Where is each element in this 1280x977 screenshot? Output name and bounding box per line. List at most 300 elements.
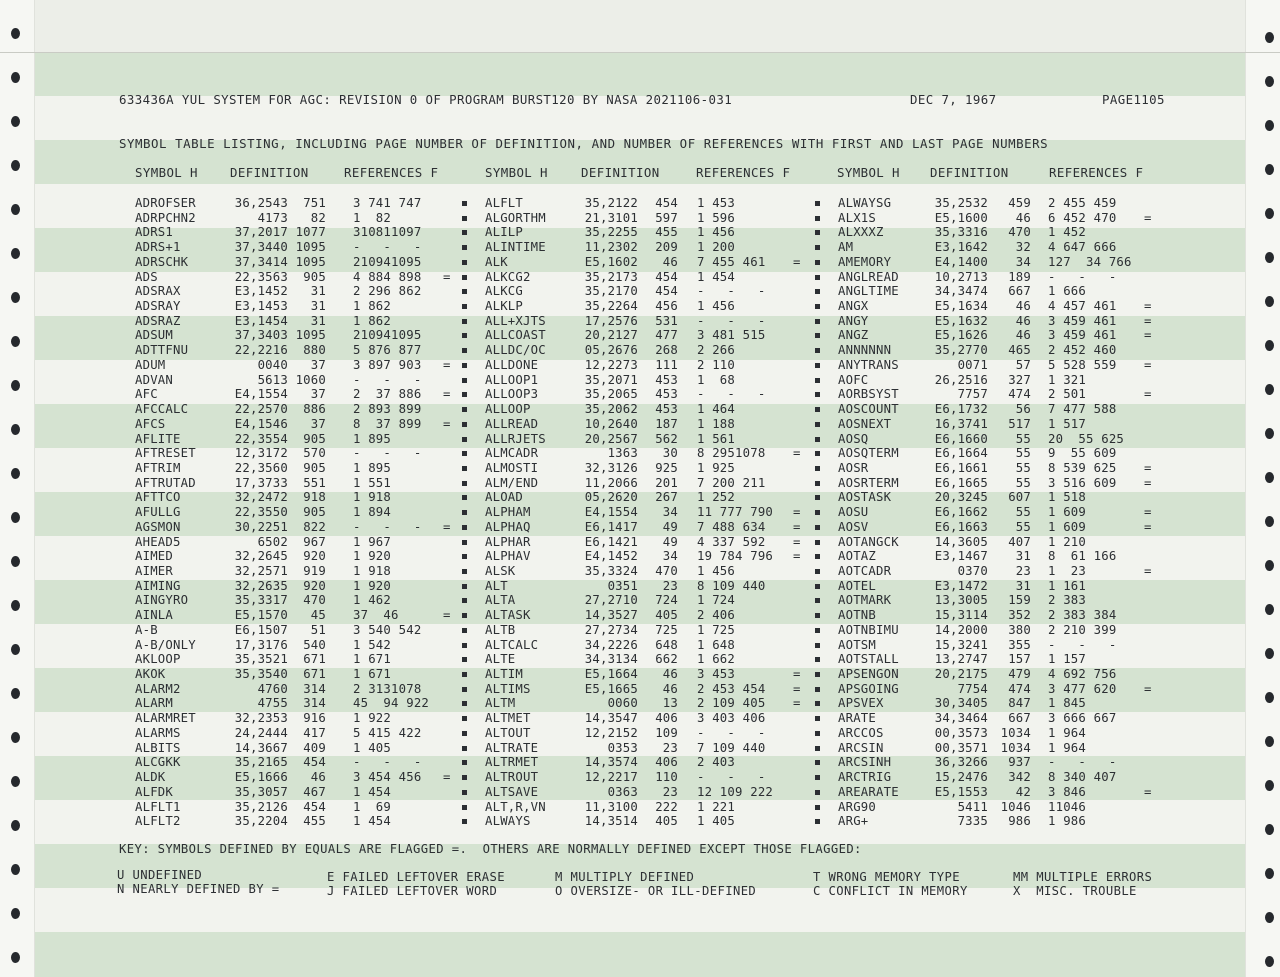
definition-page: 37 bbox=[310, 416, 326, 431]
symbol-name: ALT,R,VN bbox=[485, 799, 546, 814]
definition-page: 454 bbox=[303, 799, 326, 814]
definition-page: 42 bbox=[1015, 784, 1031, 799]
symbol-name: ALWAYSG bbox=[838, 196, 892, 210]
symbol-name: ALLDONE bbox=[485, 357, 539, 372]
green-bar bbox=[34, 52, 1246, 96]
page-number: PAGE1105 bbox=[1102, 92, 1165, 107]
definition-page: 467 bbox=[303, 784, 326, 799]
definition-location: 17,3733 bbox=[234, 475, 288, 490]
sprocket-hole bbox=[11, 28, 20, 39]
symbol-name: ARCCOS bbox=[838, 725, 884, 740]
definition-page: 314 bbox=[303, 681, 326, 696]
equals-flag: = bbox=[793, 519, 801, 534]
reference-info: 1 82 bbox=[353, 210, 392, 225]
definition-page: 925 bbox=[655, 460, 678, 475]
definition-location: 20,2175 bbox=[934, 667, 988, 682]
symbol-name: ALXXXZ bbox=[838, 225, 884, 240]
table-row bbox=[0, 726, 1280, 741]
definition-location: 30,3405 bbox=[934, 696, 988, 711]
definition-location: 36,3266 bbox=[934, 755, 988, 770]
symbol-name: ALTSAVE bbox=[485, 784, 539, 799]
reference-info: 210941095 bbox=[353, 254, 422, 269]
definition-page: 453 bbox=[655, 372, 678, 387]
equals-flag: = bbox=[1144, 328, 1152, 343]
table-row bbox=[0, 461, 1280, 476]
col1-references-header: REFERENCES F bbox=[344, 165, 439, 180]
definition-page: 46 bbox=[1015, 313, 1031, 328]
reference-info: 1 724 bbox=[697, 593, 736, 608]
reference-info: 7 477 588 bbox=[1048, 402, 1117, 417]
table-row bbox=[0, 402, 1280, 417]
symbol-name: ALTMET bbox=[485, 711, 531, 726]
symbol-name: AOTNB bbox=[838, 608, 877, 623]
definition-page: 55 bbox=[1015, 505, 1031, 520]
definition-page: 45 bbox=[310, 608, 326, 623]
symbol-name: ALM/END bbox=[485, 475, 539, 490]
equals-flag: = bbox=[793, 696, 801, 711]
reference-info: 1 596 bbox=[697, 210, 736, 225]
definition-location: E4,1546 bbox=[234, 416, 288, 431]
symbol-name: ADRPCHN2 bbox=[135, 210, 196, 225]
reference-info: 1 662 bbox=[697, 652, 736, 667]
symbol-name: ALLDC/OC bbox=[485, 343, 546, 358]
definition-location: E6,1662 bbox=[934, 505, 988, 520]
definition-page: 751 bbox=[303, 196, 326, 210]
reference-info: 3 453 bbox=[697, 667, 736, 682]
table-row bbox=[0, 696, 1280, 711]
symbol-name: ADSRAZ bbox=[135, 313, 181, 328]
reference-info: 1 456 bbox=[697, 225, 736, 240]
definition-page: 551 bbox=[303, 475, 326, 490]
reference-info: - - - bbox=[353, 372, 422, 387]
symbol-name: ADVAN bbox=[135, 372, 174, 387]
reference-info: 7 200 211 bbox=[697, 475, 766, 490]
equals-flag: = bbox=[443, 519, 451, 534]
table-row bbox=[0, 314, 1280, 329]
symbol-name: ALKCG bbox=[485, 284, 524, 299]
reference-info: 1 920 bbox=[353, 549, 392, 564]
definition-page: 110 bbox=[655, 770, 678, 785]
definition-page: 327 bbox=[1008, 372, 1031, 387]
definition-location: 0353 bbox=[607, 740, 638, 755]
definition-page: 55 bbox=[1015, 460, 1031, 475]
definition-page: 1034 bbox=[1000, 740, 1031, 755]
definition-location: 14,3574 bbox=[584, 755, 638, 770]
symbol-name: ADRS1 bbox=[135, 225, 174, 240]
symbol-name: ALTA bbox=[485, 593, 516, 608]
equals-flag: = bbox=[1144, 784, 1152, 799]
definition-page: 725 bbox=[655, 622, 678, 637]
key-failed-word: J FAILED LEFTOVER WORD bbox=[327, 884, 498, 898]
definition-page: 82 bbox=[310, 210, 326, 225]
definition-page: 189 bbox=[1008, 269, 1031, 284]
symbol-name: AOSU bbox=[838, 505, 869, 520]
symbol-name: ALPHAR bbox=[485, 534, 531, 549]
equals-flag: = bbox=[793, 681, 801, 696]
definition-page: 314 bbox=[303, 696, 326, 711]
definition-page: 31 bbox=[1015, 549, 1031, 564]
table-row bbox=[0, 196, 1280, 211]
definition-page: 905 bbox=[303, 269, 326, 284]
symbol-name: AMEMORY bbox=[838, 254, 892, 269]
definition-location: 12,2273 bbox=[584, 357, 638, 372]
definition-location: 35,3317 bbox=[234, 593, 288, 608]
reference-info: 3 846 bbox=[1048, 784, 1087, 799]
key-multiple-errors: MM MULTIPLE ERRORS bbox=[1013, 870, 1153, 884]
symbol-name: ARG+ bbox=[838, 814, 869, 829]
definition-page: 607 bbox=[1008, 490, 1031, 505]
definition-location: 20,3245 bbox=[934, 490, 988, 505]
reference-info: 8 340 407 bbox=[1048, 770, 1117, 785]
sprocket-hole bbox=[1265, 76, 1274, 87]
symbol-name: ADRSCHK bbox=[135, 254, 189, 269]
reference-info: 1 456 bbox=[697, 564, 736, 578]
definition-location: 00,3571 bbox=[934, 740, 988, 755]
definition-page: 667 bbox=[1008, 284, 1031, 299]
equals-flag: = bbox=[443, 357, 451, 372]
table-row bbox=[0, 417, 1280, 432]
definition-location: 16,3741 bbox=[934, 416, 988, 431]
definition-page: 470 bbox=[1008, 225, 1031, 240]
definition-location: 4173 bbox=[257, 210, 288, 225]
symbol-name: ALT bbox=[485, 578, 508, 593]
definition-location: E5,1570 bbox=[234, 608, 288, 623]
reference-info: 1 964 bbox=[1048, 740, 1087, 755]
definition-location: E4,1452 bbox=[584, 549, 638, 564]
equals-flag: = bbox=[1144, 357, 1152, 372]
equals-flag: = bbox=[443, 608, 451, 623]
symbol-name: AOSRTERM bbox=[838, 475, 899, 490]
symbol-name: ALPHAV bbox=[485, 549, 531, 564]
definition-page: 597 bbox=[655, 210, 678, 225]
reference-info: 7 455 461 bbox=[697, 254, 766, 269]
symbol-name: AOTMARK bbox=[838, 593, 892, 608]
sprocket-hole bbox=[1265, 868, 1274, 879]
symbol-name: ADSRAX bbox=[135, 284, 181, 299]
definition-location: 15,3241 bbox=[934, 637, 988, 652]
definition-page: 455 bbox=[655, 225, 678, 240]
reference-info: 1 68 bbox=[697, 372, 736, 387]
sprocket-hole bbox=[1265, 912, 1274, 923]
definition-location: E3,1467 bbox=[934, 549, 988, 564]
equals-flag: = bbox=[1144, 210, 1152, 225]
reference-info: 1 518 bbox=[1048, 490, 1087, 505]
reference-info: 1 464 bbox=[697, 402, 736, 417]
col3-references-header: REFERENCES F bbox=[1049, 165, 1144, 180]
definition-location: 4760 bbox=[257, 681, 288, 696]
col1-symbol-header: SYMBOL H bbox=[135, 165, 198, 180]
table-row bbox=[0, 741, 1280, 756]
definition-page: 470 bbox=[655, 564, 678, 578]
definition-page: 209 bbox=[655, 240, 678, 255]
reference-info: 2 296 862 bbox=[353, 284, 422, 299]
definition-location: E6,1660 bbox=[934, 431, 988, 446]
definition-page: 46 bbox=[1015, 328, 1031, 343]
definition-location: 35,2255 bbox=[584, 225, 638, 240]
equals-flag: = bbox=[443, 416, 451, 431]
symbol-name: AFCS bbox=[135, 416, 166, 431]
symbol-name: AOTAZ bbox=[838, 549, 877, 564]
definition-location: 22,3560 bbox=[234, 460, 288, 475]
definition-location: 35,2770 bbox=[934, 343, 988, 358]
definition-page: 454 bbox=[655, 196, 678, 210]
reference-info: 1 405 bbox=[697, 814, 736, 829]
symbol-name: ALLOOP1 bbox=[485, 372, 539, 387]
table-row bbox=[0, 240, 1280, 255]
reference-info: 1 671 bbox=[353, 652, 392, 667]
definition-location: 22,3550 bbox=[234, 505, 288, 520]
reference-info: 11 777 790 bbox=[697, 505, 774, 520]
definition-page: 1077 bbox=[295, 225, 326, 240]
symbol-name: ANGLTIME bbox=[838, 284, 899, 299]
symbol-name: ALTIM bbox=[485, 667, 524, 682]
symbol-name: ADS bbox=[135, 269, 158, 284]
definition-page: 159 bbox=[1008, 593, 1031, 608]
reference-info: 1 964 bbox=[1048, 725, 1087, 740]
reference-info: 8 539 625 bbox=[1048, 460, 1117, 475]
table-row bbox=[0, 800, 1280, 815]
symbol-name: ALTRATE bbox=[485, 740, 539, 755]
sprocket-hole bbox=[11, 116, 20, 127]
reference-info: 1 862 bbox=[353, 299, 392, 314]
symbol-name: ALMOSTI bbox=[485, 460, 539, 475]
definition-location: 05,2620 bbox=[584, 490, 638, 505]
reference-info: 4 457 461 bbox=[1048, 299, 1117, 314]
definition-page: 31 bbox=[310, 284, 326, 299]
equals-flag: = bbox=[443, 387, 451, 402]
symbol-name: AINGYRO bbox=[135, 593, 189, 608]
equals-flag: = bbox=[1144, 505, 1152, 520]
definition-page: 55 bbox=[1015, 519, 1031, 534]
definition-page: 34 bbox=[662, 505, 678, 520]
reference-info: 1 922 bbox=[353, 711, 392, 726]
equals-flag: = bbox=[793, 534, 801, 549]
symbol-name: ARCTRIG bbox=[838, 770, 892, 785]
definition-location: 22,2216 bbox=[234, 343, 288, 358]
symbol-name: ADRS+1 bbox=[135, 240, 181, 255]
definition-location: 5613 bbox=[257, 372, 288, 387]
sprocket-hole bbox=[11, 160, 20, 171]
definition-location: 35,3057 bbox=[234, 784, 288, 799]
table-row bbox=[0, 770, 1280, 785]
reference-info: 2 210 399 bbox=[1048, 622, 1117, 637]
definition-location: E3,1453 bbox=[234, 299, 288, 314]
table-row bbox=[0, 358, 1280, 373]
definition-page: 459 bbox=[1008, 196, 1031, 210]
symbol-name: AFTTCO bbox=[135, 490, 181, 505]
definition-location: 32,3126 bbox=[584, 460, 638, 475]
definition-location: 14,2000 bbox=[934, 622, 988, 637]
definition-location: 37,3440 bbox=[234, 240, 288, 255]
equals-flag: = bbox=[1144, 564, 1152, 578]
definition-page: 37 bbox=[310, 357, 326, 372]
reference-info: 1 210 bbox=[1048, 534, 1087, 549]
reference-info: 2 453 454 bbox=[697, 681, 766, 696]
symbol-name: AFLITE bbox=[135, 431, 181, 446]
reference-info: 1 454 bbox=[697, 269, 736, 284]
symbol-name: AGSMON bbox=[135, 519, 181, 534]
definition-page: 37 bbox=[310, 387, 326, 402]
key-wrong-memory: T WRONG MEMORY TYPE bbox=[813, 870, 961, 884]
definition-location: 6502 bbox=[257, 534, 288, 549]
reference-info: 127 34 766 bbox=[1048, 254, 1132, 269]
definition-location: 0363 bbox=[607, 784, 638, 799]
definition-page: 540 bbox=[303, 637, 326, 652]
symbol-name: ALLOOP bbox=[485, 402, 531, 417]
definition-location: 22,2570 bbox=[234, 402, 288, 417]
reference-info: 1 252 bbox=[697, 490, 736, 505]
equals-flag: = bbox=[1144, 313, 1152, 328]
symbol-name: AOFC bbox=[838, 372, 869, 387]
definition-location: 35,2173 bbox=[584, 269, 638, 284]
definition-location: 1363 bbox=[607, 446, 638, 461]
symbol-name: AOSQTERM bbox=[838, 446, 899, 461]
definition-location: 21,3101 bbox=[584, 210, 638, 225]
definition-location: E5,1634 bbox=[934, 299, 988, 314]
col2-references-header: REFERENCES F bbox=[696, 165, 791, 180]
reference-info: - - - bbox=[353, 519, 422, 534]
reference-info: 8 37 899 bbox=[353, 416, 422, 431]
symbol-name: A-B bbox=[135, 622, 158, 637]
reference-info: 1 920 bbox=[353, 578, 392, 593]
definition-location: 11,3100 bbox=[584, 799, 638, 814]
reference-info: 1 188 bbox=[697, 416, 736, 431]
definition-page: 822 bbox=[303, 519, 326, 534]
reference-info: 5 876 877 bbox=[353, 343, 422, 358]
reference-info: 2 3131078 bbox=[353, 681, 422, 696]
reference-info: 8 61 166 bbox=[1048, 549, 1117, 564]
table-row bbox=[0, 579, 1280, 594]
table-row bbox=[0, 225, 1280, 240]
definition-location: 34,2226 bbox=[584, 637, 638, 652]
col2-symbol-header: SYMBOL H bbox=[485, 165, 548, 180]
definition-location: 35,2165 bbox=[234, 755, 288, 770]
symbol-name: ADTTFNU bbox=[135, 343, 189, 358]
key-conflict: C CONFLICT IN MEMORY bbox=[813, 884, 968, 898]
table-row bbox=[0, 476, 1280, 491]
definition-location: 34,3134 bbox=[584, 652, 638, 667]
reference-info: 1 561 bbox=[697, 431, 736, 446]
key-oversize: O OVERSIZE- OR ILL-DEFINED bbox=[555, 884, 757, 898]
definition-page: 406 bbox=[655, 711, 678, 726]
definition-page: 23 bbox=[662, 740, 678, 755]
definition-location: E4,1554 bbox=[584, 505, 638, 520]
sprocket-hole bbox=[11, 952, 20, 963]
table-row bbox=[0, 343, 1280, 358]
definition-page: 1095 bbox=[295, 240, 326, 255]
equals-flag: = bbox=[443, 269, 451, 284]
table-row bbox=[0, 623, 1280, 638]
table-row bbox=[0, 328, 1280, 343]
symbol-name: ALINTIME bbox=[485, 240, 546, 255]
reference-info: 1 200 bbox=[697, 240, 736, 255]
definition-location: E3,1642 bbox=[934, 240, 988, 255]
definition-page: 562 bbox=[655, 431, 678, 446]
symbol-name: ALLOOP3 bbox=[485, 387, 539, 402]
reference-info: 1 542 bbox=[353, 637, 392, 652]
symbol-name: ARCSINH bbox=[838, 755, 892, 770]
symbol-name: ALTASK bbox=[485, 608, 531, 623]
table-row bbox=[0, 564, 1280, 579]
symbol-name: ALBITS bbox=[135, 740, 181, 755]
symbol-name: ALL+XJTS bbox=[485, 313, 546, 328]
definition-location: 0071 bbox=[957, 357, 988, 372]
definition-page: 409 bbox=[303, 740, 326, 755]
definition-location: E5,1602 bbox=[584, 254, 638, 269]
definition-page: 454 bbox=[655, 284, 678, 299]
reference-info: 7 488 634 bbox=[697, 519, 766, 534]
symbol-name: AOSQ bbox=[838, 431, 869, 446]
reference-info: 2 452 460 bbox=[1048, 343, 1117, 358]
definition-page: 986 bbox=[1008, 814, 1031, 829]
symbol-name: ALTE bbox=[485, 652, 516, 667]
definition-page: 477 bbox=[655, 328, 678, 343]
definition-location: 35,3521 bbox=[234, 652, 288, 667]
symbol-name: ALARM bbox=[135, 696, 174, 711]
reference-info: 2 501 bbox=[1048, 387, 1087, 402]
reference-info: - - - bbox=[1048, 755, 1117, 770]
definition-location: 14,3547 bbox=[584, 711, 638, 726]
definition-location: 15,3114 bbox=[934, 608, 988, 623]
definition-page: 905 bbox=[303, 505, 326, 520]
reference-info: - - - bbox=[1048, 269, 1117, 284]
definition-location: 37,3403 bbox=[234, 328, 288, 343]
definition-location: 37,3414 bbox=[234, 254, 288, 269]
symbol-name: APSGOING bbox=[838, 681, 899, 696]
definition-location: 32,2635 bbox=[234, 578, 288, 593]
reference-info: 3 459 461 bbox=[1048, 313, 1117, 328]
table-row bbox=[0, 387, 1280, 402]
definition-page: 470 bbox=[303, 593, 326, 608]
definition-page: 724 bbox=[655, 593, 678, 608]
reference-info: 2 110 bbox=[697, 357, 736, 372]
equals-flag: = bbox=[793, 549, 801, 564]
reference-info: - - - bbox=[697, 313, 766, 328]
symbol-name: AOTANGCK bbox=[838, 534, 899, 549]
definition-location: 27,2710 bbox=[584, 593, 638, 608]
table-row bbox=[0, 814, 1280, 829]
col2-definition-header: DEFINITION bbox=[581, 165, 660, 180]
definition-location: 35,3324 bbox=[584, 564, 638, 578]
reference-info: 1 609 bbox=[1048, 519, 1087, 534]
definition-location: 35,2532 bbox=[934, 196, 988, 210]
reference-info: 9 55 609 bbox=[1048, 446, 1117, 461]
definition-location: 26,2516 bbox=[934, 372, 988, 387]
definition-page: 662 bbox=[655, 652, 678, 667]
reference-info: 2 893 899 bbox=[353, 402, 422, 417]
symbol-name: APSVEX bbox=[838, 696, 884, 711]
symbol-name: ALLCOAST bbox=[485, 328, 546, 343]
definition-location: 36,2543 bbox=[234, 196, 288, 210]
definition-location: 34,3474 bbox=[934, 284, 988, 299]
symbol-name: AFC bbox=[135, 387, 158, 402]
symbol-name: ALARMRET bbox=[135, 711, 196, 726]
symbol-name: AHEAD5 bbox=[135, 534, 181, 549]
definition-location: 5411 bbox=[957, 799, 988, 814]
symbol-name: ALFDK bbox=[135, 784, 174, 799]
reference-info: 4 884 898 bbox=[353, 269, 422, 284]
definition-page: 417 bbox=[303, 725, 326, 740]
symbol-name: ALWAYS bbox=[485, 814, 531, 829]
definition-location: E5,1600 bbox=[934, 210, 988, 225]
symbol-name: AIMER bbox=[135, 564, 174, 578]
reference-info: 2 383 384 bbox=[1048, 608, 1117, 623]
definition-page: 23 bbox=[662, 784, 678, 799]
green-bar bbox=[34, 932, 1246, 977]
definition-page: 49 bbox=[662, 519, 678, 534]
reference-info: 1 452 bbox=[1048, 225, 1087, 240]
symbol-name: ALTB bbox=[485, 622, 516, 637]
